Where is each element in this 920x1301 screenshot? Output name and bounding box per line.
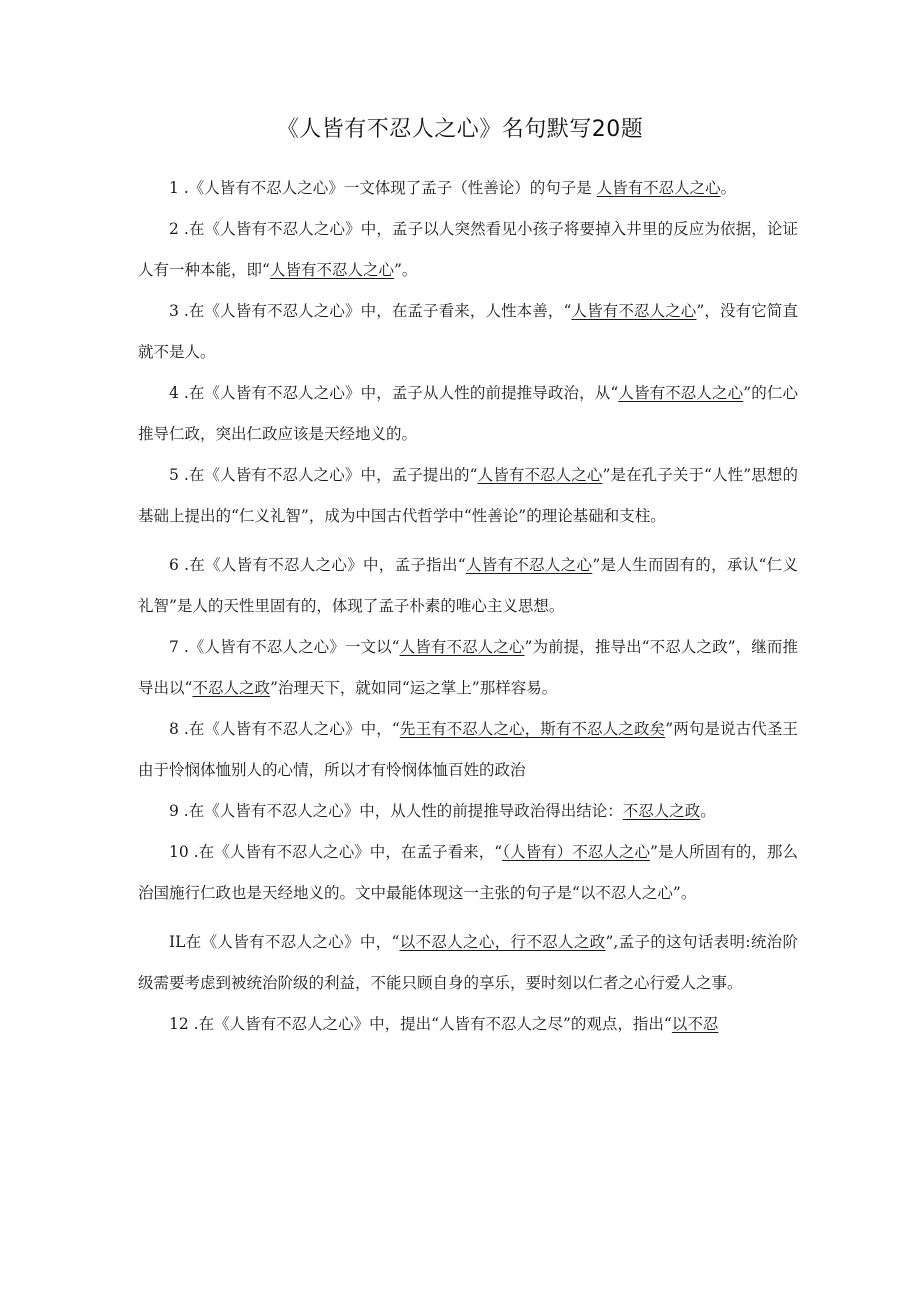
question-item: IL在《人皆有不忍人之心》中，“以不忍人之心，行不忍人之政”,孟子的这句话表明:统治阶级需要考虑到被统治阶级的利益，不能只顾自身的享乐，要时刻以仁者之心行爱人之事。 (138, 933, 798, 992)
question-item: 8 .在《人皆有不忍人之心》中，“先王有不忍人之心，斯有不忍人之政矣”两句是说古代圣王由于怜悯体恤别人的心情，所以才有怜悯体恤百姓的政治 (138, 720, 798, 779)
answer-text: 人皆有不忍人之心 (618, 384, 744, 402)
answer-text: 人皆有不忍人之心 (477, 466, 603, 484)
question-item: 7 .《人皆有不忍人之心》一文以“人皆有不忍人之心”为前提，推导出“不忍人之政”，继而推导出以“不忍人之政”治理天下，就如同“运之掌上”那样容易。 (138, 638, 798, 697)
question-list (138, 168, 798, 1045)
question-item: 6 .在《人皆有不忍人之心》中，孟子指出“人皆有不忍人之心”是人生而固有的，承认“仁义礼智”是人的天性里固有的，体现了孟子朴素的唯心主义思想。 (138, 556, 798, 615)
answer-text: 人皆有不忍人之心 (571, 302, 697, 320)
answer-text: （人皆有）不忍人之心 (502, 843, 651, 861)
page-title: 《人皆有不忍人之心》名句默写20题 (276, 117, 644, 142)
question-item: 10 .在《人皆有不忍人之心》中，在孟子看来，“（人皆有）不忍人之心”是人所固有的，那么治国施行仁政也是天经地义的。文中最能体现这一主张的句子是“以不忍人之心”。 (138, 843, 798, 902)
question-item: 9 .在《人皆有不忍人之心》中，从人性的前提推导政治得出结论：不忍人之政。 (169, 802, 716, 820)
question-item: 2 .在《人皆有不忍人之心》中，孟子以人突然看见小孩子将要掉入井里的反应为依据，论证人有一种本能，即“人皆有不忍人之心”。 (138, 220, 798, 279)
answer-text: 人皆有不忍人之心 (399, 638, 525, 656)
question-item: 3 .在《人皆有不忍人之心》中，在孟子看来，人性本善，“人皆有不忍人之心”，没有它简直就不是人。 (138, 302, 798, 361)
question-item: 5 .在《人皆有不忍人之心》中，孟子提出的“人皆有不忍人之心”是在孔子关于“人性”思想的基础上提出的“仁义礼智”，成为中国古代哲学中“性善论”的理论基础和支柱。 (138, 466, 798, 525)
answer-text: 人皆有不忍人之心 (465, 556, 593, 574)
answer-text: 人皆有不忍人之心 (269, 261, 394, 279)
answer-text: 以不忍 (671, 1015, 719, 1033)
question-item: 1 .《人皆有不忍人之心》一文体现了孟子（性善论）的句子是 人皆有不忍人之心。 (169, 179, 737, 197)
question-item: 4 .在《人皆有不忍人之心》中，孟子从人性的前提推导政治，从“人皆有不忍人之心”的仁心推导仁政，突出仁政应该是天经地义的。 (138, 384, 798, 443)
answer-text: 以不忍人之心，行不忍人之政 (399, 933, 606, 951)
answer-text: 不忍人之政 (622, 802, 701, 820)
question-item: 12 .在《人皆有不忍人之心》中，提出“人皆有不忍人之尽”的观点，指出“以不忍 (169, 1015, 719, 1033)
answer-text: 不忍人之政 (192, 679, 270, 697)
answer-text: 先王有不忍人之心，斯有不忍人之政矣 (399, 720, 666, 738)
answer-text: 人皆有不忍人之心 (596, 179, 721, 197)
